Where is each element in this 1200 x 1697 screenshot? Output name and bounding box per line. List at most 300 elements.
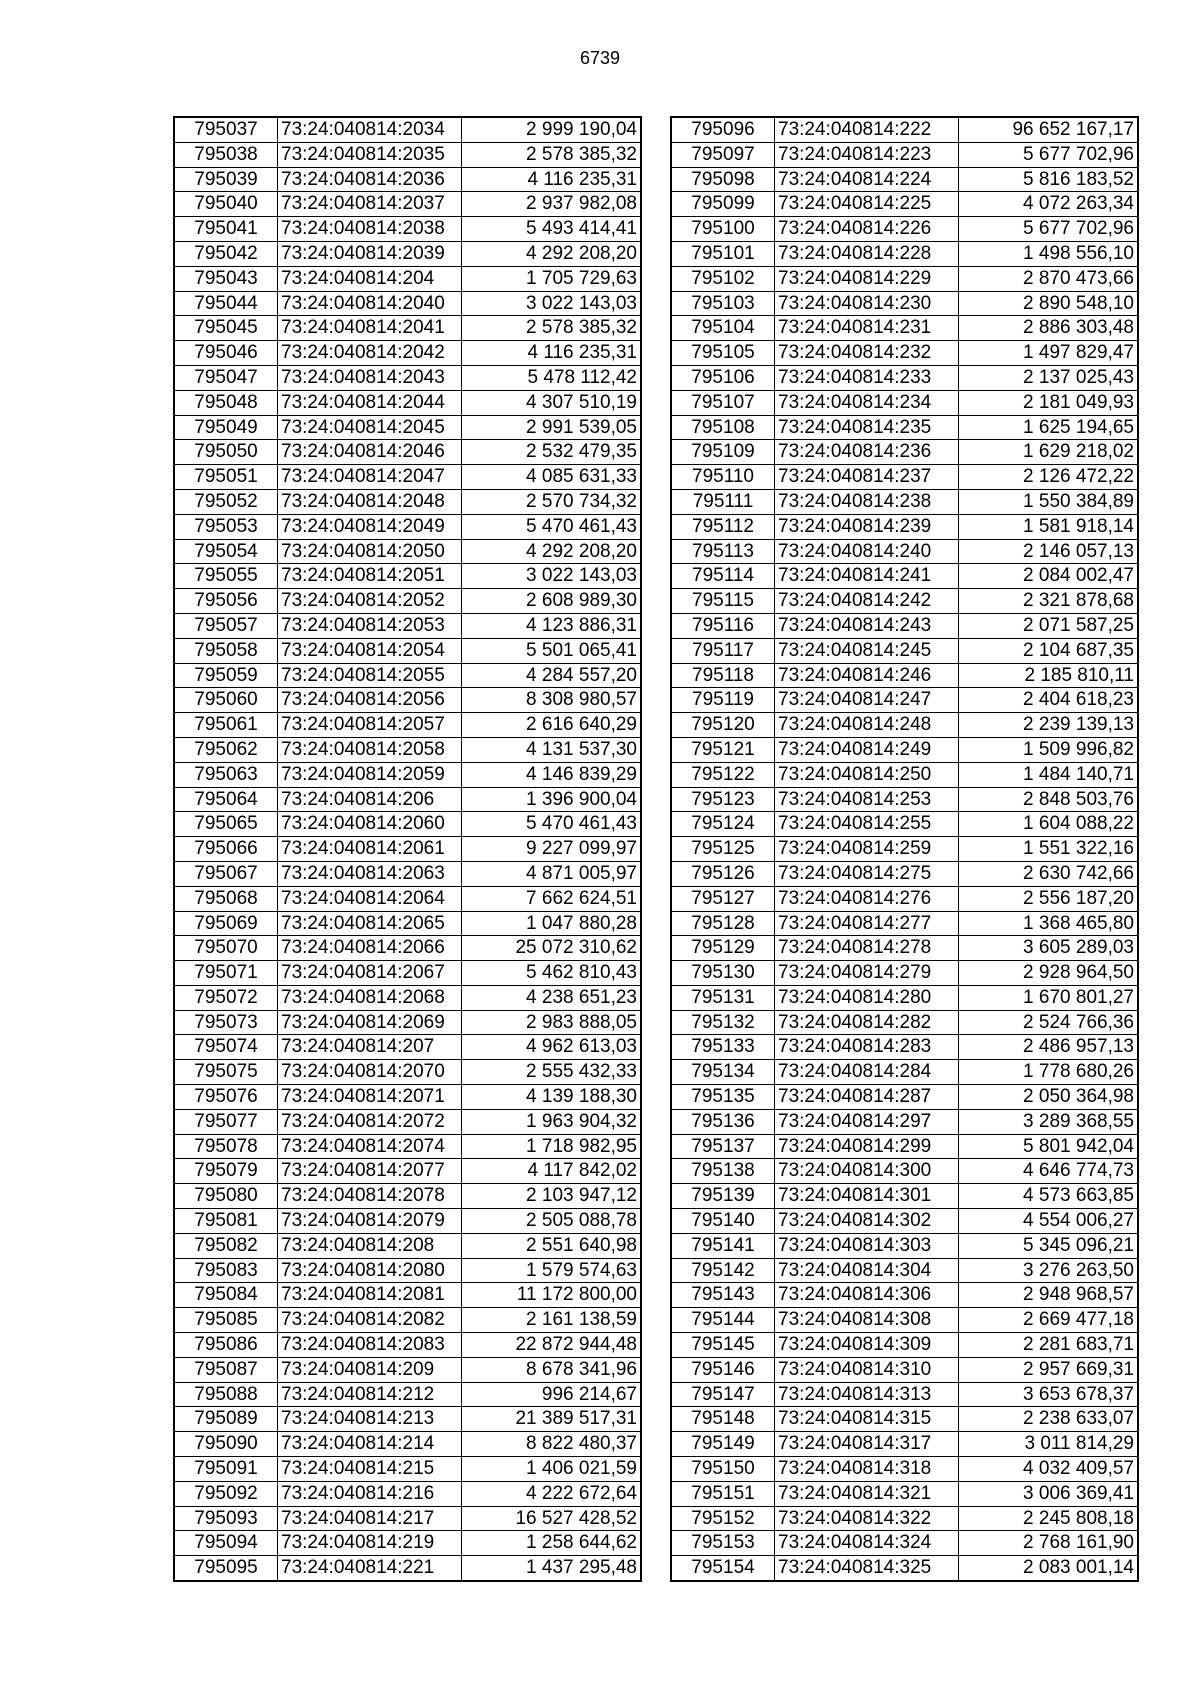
record-number-cell: 795098 xyxy=(671,167,775,192)
table-row xyxy=(671,1283,1138,1308)
record-number-cell: 795053 xyxy=(174,514,278,539)
cadastral-number-cell: 73:24:040814:232 xyxy=(775,341,959,366)
cadastral-value-cell: 4 131 537,30 xyxy=(462,737,642,762)
cadastral-number-cell: 73:24:040814:2039 xyxy=(278,241,462,266)
cadastral-number-cell: 73:24:040814:2047 xyxy=(278,465,462,490)
cadastral-value-cell: 4 222 672,64 xyxy=(462,1481,642,1506)
cadastral-number-cell: 73:24:040814:238 xyxy=(775,489,959,514)
cadastral-number-cell: 73:24:040814:317 xyxy=(775,1432,959,1457)
cadastral-number-cell: 73:24:040814:2057 xyxy=(278,713,462,738)
page-number: 6739 xyxy=(579,48,621,68)
cadastral-value-cell: 2 185 810,11 xyxy=(959,663,1139,688)
table-row xyxy=(671,489,1138,514)
record-number-cell: 795040 xyxy=(174,192,278,217)
table-row xyxy=(174,167,641,192)
table-row xyxy=(671,589,1138,614)
cadastral-value-cell: 4 072 263,34 xyxy=(959,192,1139,217)
record-number-cell: 795096 xyxy=(671,117,775,142)
cadastral-number-cell: 73:24:040814:249 xyxy=(775,737,959,762)
record-number-cell: 795106 xyxy=(671,365,775,390)
record-number-cell: 795037 xyxy=(174,117,278,142)
table-row xyxy=(174,1085,641,1110)
cadastral-value-cell: 2 948 968,57 xyxy=(959,1283,1139,1308)
cadastral-value-cell: 2 570 734,32 xyxy=(462,489,642,514)
record-number-cell: 795097 xyxy=(671,142,775,167)
table-row xyxy=(174,613,641,638)
cadastral-value-cell: 2 768 161,90 xyxy=(959,1531,1139,1556)
record-number-cell: 795103 xyxy=(671,291,775,316)
record-number-cell: 795145 xyxy=(671,1333,775,1358)
table-row xyxy=(174,1035,641,1060)
cadastral-number-cell: 73:24:040814:297 xyxy=(775,1109,959,1134)
record-number-cell: 795143 xyxy=(671,1283,775,1308)
cadastral-value-cell: 8 678 341,96 xyxy=(462,1357,642,1382)
record-number-cell: 795057 xyxy=(174,613,278,638)
table-row xyxy=(174,688,641,713)
cadastral-value-cell: 2 630 742,66 xyxy=(959,861,1139,886)
cadastral-value-cell: 4 962 613,03 xyxy=(462,1035,642,1060)
record-number-cell: 795146 xyxy=(671,1357,775,1382)
cadastral-value-cell: 1 509 996,82 xyxy=(959,737,1139,762)
table-row xyxy=(174,1382,641,1407)
cadastral-number-cell: 73:24:040814:2077 xyxy=(278,1159,462,1184)
table-row xyxy=(174,1134,641,1159)
table-row xyxy=(174,266,641,291)
table-row xyxy=(174,886,641,911)
cadastral-value-cell: 11 172 800,00 xyxy=(462,1283,642,1308)
table-row xyxy=(174,1357,641,1382)
cadastral-number-cell: 73:24:040814:2068 xyxy=(278,985,462,1010)
record-number-cell: 795092 xyxy=(174,1481,278,1506)
cadastral-value-cell: 3 276 263,50 xyxy=(959,1258,1139,1283)
cadastral-value-cell: 9 227 099,97 xyxy=(462,837,642,862)
record-number-cell: 795067 xyxy=(174,861,278,886)
table-row xyxy=(671,465,1138,490)
cadastral-number-cell: 73:24:040814:209 xyxy=(278,1357,462,1382)
table-row xyxy=(671,1556,1138,1581)
cadastral-number-cell: 73:24:040814:284 xyxy=(775,1060,959,1085)
record-number-cell: 795082 xyxy=(174,1233,278,1258)
table-row xyxy=(671,1159,1138,1184)
cadastral-value-cell: 2 104 687,35 xyxy=(959,638,1139,663)
table-row xyxy=(174,1060,641,1085)
cadastral-value-cell: 2 983 888,05 xyxy=(462,1010,642,1035)
cadastral-number-cell: 73:24:040814:223 xyxy=(775,142,959,167)
cadastral-value-cell: 8 822 480,37 xyxy=(462,1432,642,1457)
cadastral-number-cell: 73:24:040814:208 xyxy=(278,1233,462,1258)
cadastral-value-cell: 5 677 702,96 xyxy=(959,217,1139,242)
cadastral-value-cell: 4 085 631,33 xyxy=(462,465,642,490)
cadastral-number-cell: 73:24:040814:224 xyxy=(775,167,959,192)
cadastral-value-cell: 96 652 167,17 xyxy=(959,117,1139,142)
record-number-cell: 795060 xyxy=(174,688,278,713)
record-number-cell: 795126 xyxy=(671,861,775,886)
table-row xyxy=(671,1481,1138,1506)
cadastral-number-cell: 73:24:040814:313 xyxy=(775,1382,959,1407)
record-number-cell: 795119 xyxy=(671,688,775,713)
cadastral-value-cell: 5 470 461,43 xyxy=(462,514,642,539)
table-row xyxy=(174,440,641,465)
cadastral-value-cell: 1 579 574,63 xyxy=(462,1258,642,1283)
record-number-cell: 795075 xyxy=(174,1060,278,1085)
cadastral-value-cell: 2 555 432,33 xyxy=(462,1060,642,1085)
cadastral-number-cell: 73:24:040814:278 xyxy=(775,936,959,961)
record-number-cell: 795148 xyxy=(671,1407,775,1432)
table-row xyxy=(174,961,641,986)
cadastral-number-cell: 73:24:040814:221 xyxy=(278,1556,462,1581)
cadastral-value-cell: 22 872 944,48 xyxy=(462,1333,642,1358)
cadastral-value-cell: 1 670 801,27 xyxy=(959,985,1139,1010)
record-number-cell: 795044 xyxy=(174,291,278,316)
cadastral-number-cell: 73:24:040814:2048 xyxy=(278,489,462,514)
record-number-cell: 795095 xyxy=(174,1556,278,1581)
table-row xyxy=(174,1308,641,1333)
cadastral-number-cell: 73:24:040814:248 xyxy=(775,713,959,738)
cadastral-number-cell: 73:24:040814:2038 xyxy=(278,217,462,242)
record-number-cell: 795113 xyxy=(671,539,775,564)
record-number-cell: 795136 xyxy=(671,1109,775,1134)
cadastral-number-cell: 73:24:040814:302 xyxy=(775,1209,959,1234)
table-row xyxy=(174,142,641,167)
table-row xyxy=(174,1233,641,1258)
cadastral-value-cell: 16 527 428,52 xyxy=(462,1506,642,1531)
table-row xyxy=(671,167,1138,192)
cadastral-number-cell: 73:24:040814:2061 xyxy=(278,837,462,862)
record-number-cell: 795038 xyxy=(174,142,278,167)
cadastral-number-cell: 73:24:040814:2059 xyxy=(278,762,462,787)
record-number-cell: 795072 xyxy=(174,985,278,1010)
cadastral-value-cell: 1 498 556,10 xyxy=(959,241,1139,266)
table-row xyxy=(671,1382,1138,1407)
cadastral-number-cell: 73:24:040814:2051 xyxy=(278,564,462,589)
record-number-cell: 795100 xyxy=(671,217,775,242)
cadastral-value-cell: 2 616 640,29 xyxy=(462,713,642,738)
record-number-cell: 795050 xyxy=(174,440,278,465)
cadastral-value-cell: 5 493 414,41 xyxy=(462,217,642,242)
record-number-cell: 795149 xyxy=(671,1432,775,1457)
record-number-cell: 795047 xyxy=(174,365,278,390)
table-row xyxy=(671,1109,1138,1134)
cadastral-number-cell: 73:24:040814:241 xyxy=(775,564,959,589)
cadastral-number-cell: 73:24:040814:309 xyxy=(775,1333,959,1358)
cadastral-value-cell: 5 462 810,43 xyxy=(462,961,642,986)
cadastral-number-cell: 73:24:040814:2056 xyxy=(278,688,462,713)
record-number-cell: 795099 xyxy=(671,192,775,217)
table-row xyxy=(671,1233,1138,1258)
table-row xyxy=(174,365,641,390)
table-row xyxy=(671,911,1138,936)
cadastral-value-cell: 2 890 548,10 xyxy=(959,291,1139,316)
table-row xyxy=(671,1308,1138,1333)
table-row xyxy=(671,415,1138,440)
record-number-cell: 795071 xyxy=(174,961,278,986)
cadastral-value-cell: 1 396 900,04 xyxy=(462,787,642,812)
cadastral-value-cell: 2 991 539,05 xyxy=(462,415,642,440)
record-number-cell: 795090 xyxy=(174,1432,278,1457)
cadastral-value-cell: 4 238 651,23 xyxy=(462,985,642,1010)
cadastral-number-cell: 73:24:040814:228 xyxy=(775,241,959,266)
cadastral-value-cell: 2 146 057,13 xyxy=(959,539,1139,564)
cadastral-number-cell: 73:24:040814:2071 xyxy=(278,1085,462,1110)
record-number-cell: 795061 xyxy=(174,713,278,738)
cadastral-number-cell: 73:24:040814:2064 xyxy=(278,886,462,911)
record-number-cell: 795108 xyxy=(671,415,775,440)
cadastral-number-cell: 73:24:040814:2036 xyxy=(278,167,462,192)
table-row xyxy=(671,1333,1138,1358)
cadastral-value-cell: 5 677 702,96 xyxy=(959,142,1139,167)
cadastral-value-cell: 2 103 947,12 xyxy=(462,1184,642,1209)
record-number-cell: 795043 xyxy=(174,266,278,291)
table-row xyxy=(671,886,1138,911)
cadastral-value-cell: 2 486 957,13 xyxy=(959,1035,1139,1060)
record-number-cell: 795135 xyxy=(671,1085,775,1110)
table-row xyxy=(174,1506,641,1531)
cadastral-value-cell: 2 161 138,59 xyxy=(462,1308,642,1333)
record-number-cell: 795074 xyxy=(174,1035,278,1060)
cadastral-number-cell: 73:24:040814:222 xyxy=(775,117,959,142)
cadastral-value-cell: 8 308 980,57 xyxy=(462,688,642,713)
record-number-cell: 795150 xyxy=(671,1457,775,1482)
record-number-cell: 795046 xyxy=(174,341,278,366)
table-row xyxy=(174,1481,641,1506)
cadastral-value-cell: 4 117 842,02 xyxy=(462,1159,642,1184)
table-row xyxy=(174,1258,641,1283)
record-number-cell: 795056 xyxy=(174,589,278,614)
record-number-cell: 795107 xyxy=(671,390,775,415)
table-row xyxy=(671,316,1138,341)
table-row xyxy=(671,861,1138,886)
record-number-cell: 795133 xyxy=(671,1035,775,1060)
table-row xyxy=(671,291,1138,316)
cadastral-value-cell: 1 581 918,14 xyxy=(959,514,1139,539)
table-row xyxy=(671,812,1138,837)
cadastral-value-cell: 2 505 088,78 xyxy=(462,1209,642,1234)
cadastral-value-cell: 2 928 964,50 xyxy=(959,961,1139,986)
cadastral-number-cell: 73:24:040814:246 xyxy=(775,663,959,688)
record-number-cell: 795094 xyxy=(174,1531,278,1556)
record-number-cell: 795077 xyxy=(174,1109,278,1134)
record-number-cell: 795125 xyxy=(671,837,775,862)
cadastral-number-cell: 73:24:040814:217 xyxy=(278,1506,462,1531)
cadastral-number-cell: 73:24:040814:277 xyxy=(775,911,959,936)
record-number-cell: 795131 xyxy=(671,985,775,1010)
cadastral-number-cell: 73:24:040814:243 xyxy=(775,613,959,638)
cadastral-number-cell: 73:24:040814:303 xyxy=(775,1233,959,1258)
cadastral-number-cell: 73:24:040814:2058 xyxy=(278,737,462,762)
record-number-cell: 795120 xyxy=(671,713,775,738)
cadastral-number-cell: 73:24:040814:239 xyxy=(775,514,959,539)
record-number-cell: 795054 xyxy=(174,539,278,564)
cadastral-number-cell: 73:24:040814:304 xyxy=(775,1258,959,1283)
cadastral-value-cell: 21 389 517,31 xyxy=(462,1407,642,1432)
record-number-cell: 795144 xyxy=(671,1308,775,1333)
cadastral-number-cell: 73:24:040814:236 xyxy=(775,440,959,465)
table-row xyxy=(671,688,1138,713)
cadastral-number-cell: 73:24:040814:301 xyxy=(775,1184,959,1209)
table-row xyxy=(174,737,641,762)
cadastral-value-cell: 1 437 295,48 xyxy=(462,1556,642,1581)
cadastral-number-cell: 73:24:040814:2065 xyxy=(278,911,462,936)
cadastral-value-cell: 5 501 065,41 xyxy=(462,638,642,663)
table-row xyxy=(671,241,1138,266)
cadastral-number-cell: 73:24:040814:245 xyxy=(775,638,959,663)
table-row xyxy=(174,415,641,440)
record-number-cell: 795112 xyxy=(671,514,775,539)
cadastral-number-cell: 73:24:040814:282 xyxy=(775,1010,959,1035)
record-number-cell: 795051 xyxy=(174,465,278,490)
cadastral-value-cell: 2 084 002,47 xyxy=(959,564,1139,589)
cadastral-value-cell: 4 554 006,27 xyxy=(959,1209,1139,1234)
cadastral-value-cell: 3 022 143,03 xyxy=(462,291,642,316)
record-number-cell: 795076 xyxy=(174,1085,278,1110)
record-number-cell: 795122 xyxy=(671,762,775,787)
cadastral-value-cell: 1 047 880,28 xyxy=(462,911,642,936)
record-number-cell: 795049 xyxy=(174,415,278,440)
table-row xyxy=(671,1258,1138,1283)
cadastral-number-cell: 73:24:040814:2067 xyxy=(278,961,462,986)
cadastral-number-cell: 73:24:040814:242 xyxy=(775,589,959,614)
cadastral-number-cell: 73:24:040814:253 xyxy=(775,787,959,812)
table-row xyxy=(174,1010,641,1035)
cadastral-number-cell: 73:24:040814:233 xyxy=(775,365,959,390)
table-row xyxy=(174,1556,641,1581)
cadastral-number-cell: 73:24:040814:276 xyxy=(775,886,959,911)
record-number-cell: 795151 xyxy=(671,1481,775,1506)
cadastral-number-cell: 73:24:040814:2072 xyxy=(278,1109,462,1134)
cadastral-value-cell: 25 072 310,62 xyxy=(462,936,642,961)
record-number-cell: 795129 xyxy=(671,936,775,961)
cadastral-value-cell: 2 239 139,13 xyxy=(959,713,1139,738)
cadastral-number-cell: 73:24:040814:2037 xyxy=(278,192,462,217)
record-number-cell: 795081 xyxy=(174,1209,278,1234)
record-number-cell: 795066 xyxy=(174,837,278,862)
cadastral-value-cell: 5 470 461,43 xyxy=(462,812,642,837)
cadastral-value-cell: 2 957 669,31 xyxy=(959,1357,1139,1382)
record-number-cell: 795141 xyxy=(671,1233,775,1258)
cadastral-number-cell: 73:24:040814:204 xyxy=(278,266,462,291)
table-row xyxy=(174,192,641,217)
cadastral-number-cell: 73:24:040814:2034 xyxy=(278,117,462,142)
cadastral-value-cell: 4 146 839,29 xyxy=(462,762,642,787)
table-row xyxy=(174,489,641,514)
cadastral-number-cell: 73:24:040814:206 xyxy=(278,787,462,812)
table-row xyxy=(671,1506,1138,1531)
table-row xyxy=(174,663,641,688)
cadastral-value-cell: 1 368 465,80 xyxy=(959,911,1139,936)
table-row xyxy=(174,861,641,886)
record-number-cell: 795132 xyxy=(671,1010,775,1035)
table-row xyxy=(174,390,641,415)
cadastral-number-cell: 73:24:040814:306 xyxy=(775,1283,959,1308)
table-row xyxy=(174,514,641,539)
cadastral-value-cell: 4 292 208,20 xyxy=(462,539,642,564)
cadastral-number-cell: 73:24:040814:214 xyxy=(278,1432,462,1457)
cadastral-value-cell: 4 123 886,31 xyxy=(462,613,642,638)
table-row xyxy=(671,762,1138,787)
cadastral-number-cell: 73:24:040814:324 xyxy=(775,1531,959,1556)
cadastral-value-cell: 4 284 557,20 xyxy=(462,663,642,688)
cadastral-value-cell: 1 963 904,32 xyxy=(462,1109,642,1134)
cadastral-number-cell: 73:24:040814:321 xyxy=(775,1481,959,1506)
cadastral-number-cell: 73:24:040814:315 xyxy=(775,1407,959,1432)
cadastral-value-cell: 2 578 385,32 xyxy=(462,316,642,341)
cadastral-value-cell: 2 238 633,07 xyxy=(959,1407,1139,1432)
cadastral-table-right xyxy=(670,116,1139,1582)
table-row xyxy=(174,1432,641,1457)
cadastral-number-cell: 73:24:040814:2044 xyxy=(278,390,462,415)
record-number-cell: 795089 xyxy=(174,1407,278,1432)
table-row xyxy=(671,1134,1138,1159)
cadastral-number-cell: 73:24:040814:229 xyxy=(775,266,959,291)
record-number-cell: 795127 xyxy=(671,886,775,911)
cadastral-value-cell: 4 871 005,97 xyxy=(462,861,642,886)
record-number-cell: 795058 xyxy=(174,638,278,663)
table-row xyxy=(174,1457,641,1482)
record-number-cell: 795138 xyxy=(671,1159,775,1184)
record-number-cell: 795068 xyxy=(174,886,278,911)
cadastral-value-cell: 2 083 001,14 xyxy=(959,1556,1139,1581)
record-number-cell: 795055 xyxy=(174,564,278,589)
record-number-cell: 795152 xyxy=(671,1506,775,1531)
cadastral-number-cell: 73:24:040814:2074 xyxy=(278,1134,462,1159)
cadastral-number-cell: 73:24:040814:287 xyxy=(775,1085,959,1110)
table-row xyxy=(174,911,641,936)
cadastral-number-cell: 73:24:040814:235 xyxy=(775,415,959,440)
cadastral-value-cell: 4 292 208,20 xyxy=(462,241,642,266)
cadastral-value-cell: 1 705 729,63 xyxy=(462,266,642,291)
table-row xyxy=(174,936,641,961)
cadastral-number-cell: 73:24:040814:2053 xyxy=(278,613,462,638)
cadastral-value-cell: 3 006 369,41 xyxy=(959,1481,1139,1506)
cadastral-value-cell: 5 801 942,04 xyxy=(959,1134,1139,1159)
cadastral-value-cell: 4 307 510,19 xyxy=(462,390,642,415)
table-row xyxy=(671,341,1138,366)
table-row xyxy=(174,241,641,266)
record-number-cell: 795065 xyxy=(174,812,278,837)
cadastral-number-cell: 73:24:040814:225 xyxy=(775,192,959,217)
cadastral-number-cell: 73:24:040814:283 xyxy=(775,1035,959,1060)
cadastral-number-cell: 73:24:040814:279 xyxy=(775,961,959,986)
cadastral-value-cell: 1 778 680,26 xyxy=(959,1060,1139,1085)
cadastral-number-cell: 73:24:040814:2055 xyxy=(278,663,462,688)
table-row xyxy=(174,341,641,366)
record-number-cell: 795079 xyxy=(174,1159,278,1184)
table-row xyxy=(671,1209,1138,1234)
table-row xyxy=(671,142,1138,167)
table-row xyxy=(671,390,1138,415)
cadastral-number-cell: 73:24:040814:207 xyxy=(278,1035,462,1060)
record-number-cell: 795109 xyxy=(671,440,775,465)
cadastral-number-cell: 73:24:040814:2046 xyxy=(278,440,462,465)
cadastral-value-cell: 2 321 878,68 xyxy=(959,589,1139,614)
cadastral-value-cell: 1 550 384,89 xyxy=(959,489,1139,514)
record-number-cell: 795086 xyxy=(174,1333,278,1358)
cadastral-value-cell: 2 608 989,30 xyxy=(462,589,642,614)
record-number-cell: 795062 xyxy=(174,737,278,762)
table-row xyxy=(671,1184,1138,1209)
cadastral-number-cell: 73:24:040814:250 xyxy=(775,762,959,787)
cadastral-value-cell: 4 139 188,30 xyxy=(462,1085,642,1110)
cadastral-value-cell: 4 646 774,73 xyxy=(959,1159,1139,1184)
cadastral-number-cell: 73:24:040814:2066 xyxy=(278,936,462,961)
cadastral-number-cell: 73:24:040814:215 xyxy=(278,1457,462,1482)
cadastral-value-cell: 2 532 479,35 xyxy=(462,440,642,465)
cadastral-number-cell: 73:24:040814:2063 xyxy=(278,861,462,886)
table-row xyxy=(671,440,1138,465)
table-row xyxy=(174,316,641,341)
table-row xyxy=(671,1457,1138,1482)
table-row xyxy=(174,762,641,787)
